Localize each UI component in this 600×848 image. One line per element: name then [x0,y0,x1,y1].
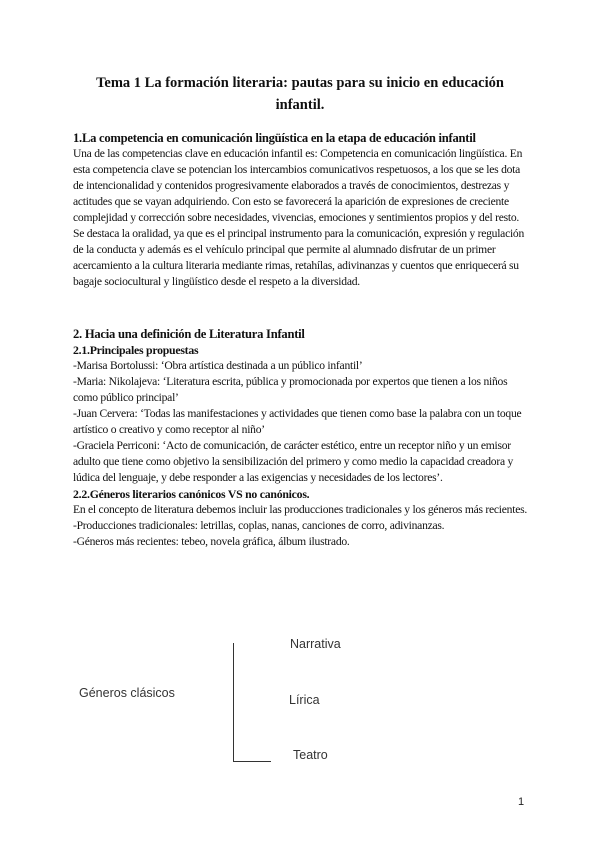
proposal-item: -Graciela Perriconi: ‘Acto de comunicación, de carácter estético, entre un receptor niño y un emisor adulto que tiene como objetivo la sensibilización del primero y como medio la capacidad creadora y lúdica del lenguaje, y debe responder a las exigencias y necesidades de los lectores’. [73,439,514,484]
subsection-2-1-heading: 2.1.Principales propuestas [73,343,199,357]
diagram-root-label: Géneros clásicos [79,686,175,700]
subsection-2-2-heading: 2.2.Géneros literarios canónicos VS no canónicos. [73,487,310,501]
diagram-branch-lirica: Lírica [289,693,320,707]
section-2 [73,326,528,550]
section-1-paragraph: Una de las competencias clave en educación infantil es: Competencia en comunicación lingüística. En esta competencia clave se potencian los intercambios comunicativos respetuosos, a los que se les dota de intencionalidad y contenidos progresivamente elaborados a través de conocimientos, destrezas y actitudes que se vayan adquiriendo. Con esto se favorecerá la aparición de expresiones de creciente complejidad y corrección sobre necesidades, vivencias, emociones y sentimientos propios y del resto. Se destaca la oralidad, ya que es el principal instrumento para la comunicación, expresión y regulación de la conducta y además es el vehículo principal que permite al alumnado disfrutar de un primer acercamiento a la cultura literaria mediante rimas, retahílas, adivinanzas y cuentos que enriquecerá su bagaje sociocultural y lingüístico desde el respeto a la diversidad. [73,147,525,288]
proposal-item: -Juan Cervera: ‘Todas las manifestaciones y actividades que tienen como base la palabra con un toque artístico o creativo y como receptor al niño’ [73,407,522,436]
proposal-item: -Marisa Bortolussi: ‘Obra artística destinada a un público infantil’ [73,359,363,372]
section-1-heading: 1.La competencia en comunicación lingüística en la etapa de educación infantil [73,131,476,145]
proposal-item: -Maria: Nikolajeva: ‘Literatura escrita, pública y promocionada por expertos que tienen a los niños como público principal’ [73,375,508,404]
genre-item: -Producciones tradicionales: letrillas, coplas, nanas, canciones de corro, adivinanzas. [73,519,445,532]
genre-item: -Géneros más recientes: tebeo, novela gráfica, álbum ilustrado. [73,535,350,548]
document-title: Tema 1 La formación literaria: pautas para su inicio en educación infantil. [96,75,504,113]
diagram-bracket-vertical [233,643,234,761]
genre-item: En el concepto de literatura debemos incluir las producciones tradicionales y los géneros más recientes. [73,503,528,516]
section-2-heading: 2. Hacia una definición de Literatura Infantil [73,327,305,341]
section-1 [73,130,528,290]
diagram-bracket-horizontal [233,761,271,762]
page-number: 1 [518,796,525,808]
genres-diagram [0,620,600,780]
diagram-branch-narrativa: Narrativa [290,637,341,651]
diagram-branch-teatro: Teatro [293,748,328,762]
